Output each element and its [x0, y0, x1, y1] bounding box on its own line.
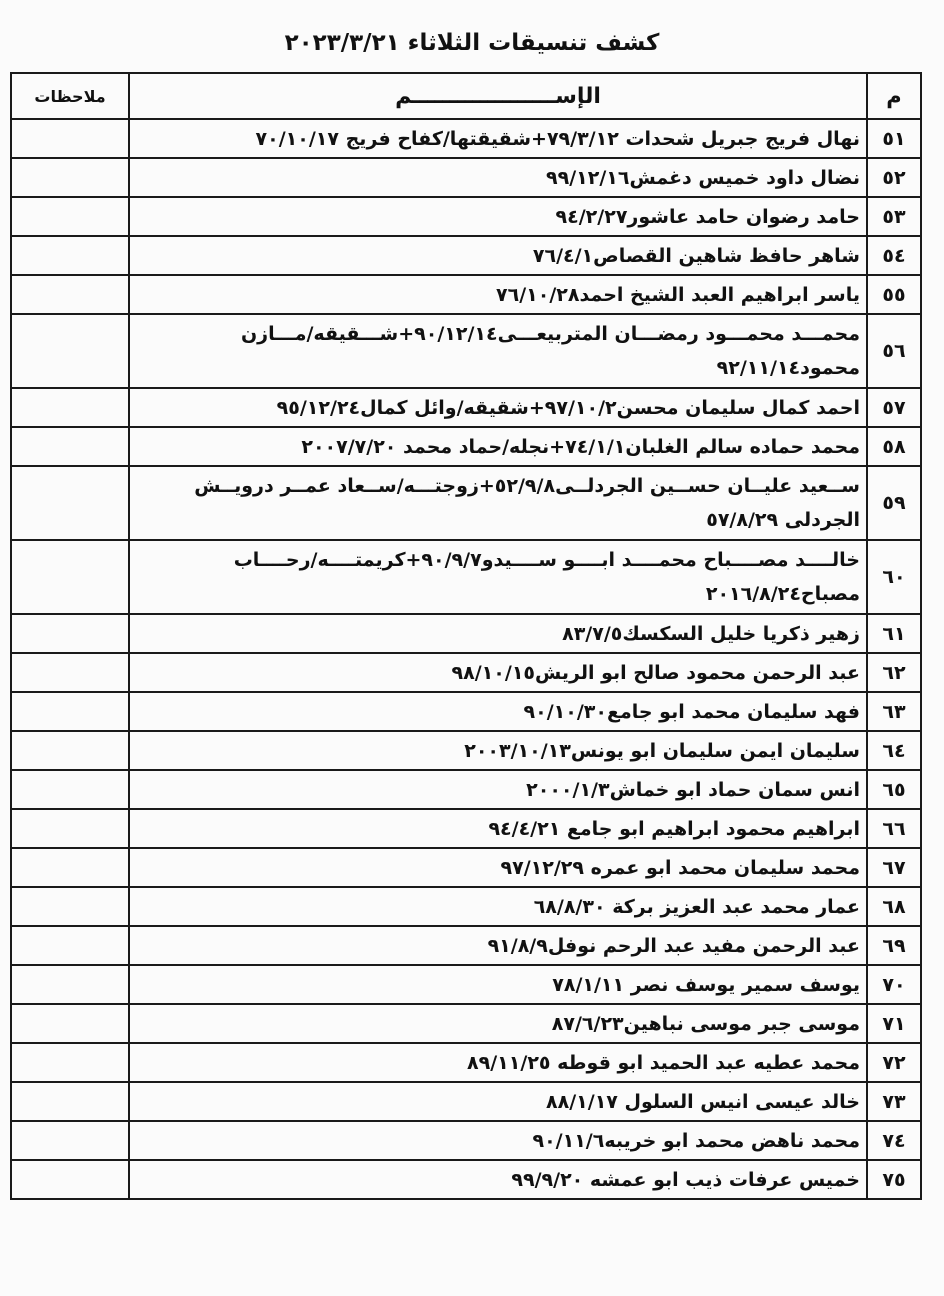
row-notes [11, 926, 129, 965]
row-number: ٦٦ [867, 809, 921, 848]
table-body [11, 119, 921, 1199]
table-row [11, 614, 921, 653]
row-notes [11, 1082, 129, 1121]
row-notes [11, 848, 129, 887]
row-number: ٦٧ [867, 848, 921, 887]
table-row [11, 427, 921, 466]
row-name: محمد حماده سالم الغلبان٧٤/١/١+نجله/حماد محمد ٢٠٠٧/٧/٢٠ [129, 427, 867, 466]
row-name: عمار محمد عبد العزيز بركة ٦٨/٨/٣٠ [129, 887, 867, 926]
table-row [11, 275, 921, 314]
row-number: ٥٥ [867, 275, 921, 314]
row-number: ٧٤ [867, 1121, 921, 1160]
row-name: موسى جبر موسى نباهين٨٧/٦/٢٣ [129, 1004, 867, 1043]
row-notes [11, 1160, 129, 1199]
row-number: ٥٧ [867, 388, 921, 427]
row-notes [11, 731, 129, 770]
row-name: نهال فريج جبريل شحدات ٧٩/٣/١٢+شقيقتها/كفاح فريج ٧٠/١٠/١٧ [129, 119, 867, 158]
table-row [11, 1004, 921, 1043]
header-notes: ملاحظات [11, 73, 129, 119]
row-name: نضال داود خميس دغمش٩٩/١٢/١٦ [129, 158, 867, 197]
row-name: انس سمان حماد ابو خماش٢٠٠٠/١/٣ [129, 770, 867, 809]
row-notes [11, 158, 129, 197]
row-number: ٧٣ [867, 1082, 921, 1121]
row-number: ٥٨ [867, 427, 921, 466]
row-number: ٧٠ [867, 965, 921, 1004]
row-number: ٦٤ [867, 731, 921, 770]
row-notes [11, 540, 129, 614]
row-notes [11, 119, 129, 158]
row-number: ٥٦ [867, 314, 921, 388]
row-number: ٦٥ [867, 770, 921, 809]
row-name: خالــــد مصــــباح محمــــد ابــــو ســــيدو٩٠/٩/٧+كريمتــــه/رحــــاب مصباح٢٠١٦/٨/٢٤ [129, 540, 867, 614]
table-row [11, 388, 921, 427]
table-row [11, 731, 921, 770]
row-notes [11, 314, 129, 388]
table-row [11, 1043, 921, 1082]
row-notes [11, 1004, 129, 1043]
row-number: ٧٢ [867, 1043, 921, 1082]
row-name: شاهر حافظ شاهين القصاص٧٦/٤/١ [129, 236, 867, 275]
table-row [11, 197, 921, 236]
row-notes [11, 1043, 129, 1082]
row-number: ٦١ [867, 614, 921, 653]
row-notes [11, 809, 129, 848]
row-number: ٦٨ [867, 887, 921, 926]
row-notes [11, 692, 129, 731]
row-name: محمد عطيه عبد الحميد ابو قوطه ٨٩/١١/٢٥ [129, 1043, 867, 1082]
table-row [11, 965, 921, 1004]
row-name: محمد سليمان محمد ابو عمره ٩٧/١٢/٢٩ [129, 848, 867, 887]
row-name: احمد كمال سليمان محسن٩٧/١٠/٢+شقيقه/وائل كمال٩٥/١٢/٢٤ [129, 388, 867, 427]
table-row [11, 809, 921, 848]
row-notes [11, 466, 129, 540]
row-number: ٦٣ [867, 692, 921, 731]
table-row [11, 1121, 921, 1160]
row-name: ياسر ابراهيم العبد الشيخ احمد٧٦/١٠/٢٨ [129, 275, 867, 314]
row-number: ٦٢ [867, 653, 921, 692]
row-notes [11, 197, 129, 236]
table-row [11, 540, 921, 614]
row-name: محمـــد محمـــود رمضـــان المتربيعـــى٩٠/١٢/١٤+شـــقيقه/مـــازن محمود٩٢/١١/١٤ [129, 314, 867, 388]
row-number: ٧٥ [867, 1160, 921, 1199]
row-notes [11, 653, 129, 692]
table-row [11, 926, 921, 965]
row-notes [11, 965, 129, 1004]
header-number: م [867, 73, 921, 119]
row-name: يوسف سمير يوسف نصر ٧٨/١/١١ [129, 965, 867, 1004]
row-notes [11, 614, 129, 653]
table-row [11, 692, 921, 731]
names-table [10, 72, 922, 1200]
row-name: ابراهيم محمود ابراهيم ابو جامع ٩٤/٤/٢١ [129, 809, 867, 848]
table-row [11, 466, 921, 540]
table-row [11, 1160, 921, 1199]
table-header-row [11, 73, 921, 119]
table-row [11, 119, 921, 158]
row-name: حامد رضوان حامد عاشور٩٤/٢/٢٧ [129, 197, 867, 236]
row-name: خالد عيسى انيس السلول ٨٨/١/١٧ [129, 1082, 867, 1121]
row-notes [11, 388, 129, 427]
document-title: كشف تنسيقات الثلاثاء ٢٠٢٣/٣/٢١ [284, 30, 660, 56]
row-number: ٦٩ [867, 926, 921, 965]
row-name: عبد الرحمن مفيد عبد الرحم نوفل٩١/٨/٩ [129, 926, 867, 965]
table-row [11, 887, 921, 926]
row-name: خميس عرفات ذيب ابو عمشه ٩٩/٩/٢٠ [129, 1160, 867, 1199]
row-name: ســعيد عليــان حســين الجردلــى٥٢/٩/٨+زوجتـــه/ســعاد عمــر درويــش الجردلى ٥٧/٨/٢٩ [129, 466, 867, 540]
row-notes [11, 887, 129, 926]
header-name: الإســـــــــــــــــــم [129, 73, 867, 119]
row-number: ٦٠ [867, 540, 921, 614]
table-row [11, 770, 921, 809]
row-name: محمد ناهض محمد ابو خريبه٩٠/١١/٦ [129, 1121, 867, 1160]
row-name: زهير ذكريا خليل السكسك٨٣/٧/٥ [129, 614, 867, 653]
table-row [11, 314, 921, 388]
row-number: ٥٢ [867, 158, 921, 197]
row-name: فهد سليمان محمد ابو جامع٩٠/١٠/٣٠ [129, 692, 867, 731]
row-number: ٥١ [867, 119, 921, 158]
table-row [11, 653, 921, 692]
row-number: ٥٩ [867, 466, 921, 540]
row-number: ٥٤ [867, 236, 921, 275]
row-name: سليمان ايمن سليمان ابو يونس٢٠٠٣/١٠/١٣ [129, 731, 867, 770]
row-notes [11, 1121, 129, 1160]
row-notes [11, 275, 129, 314]
row-number: ٧١ [867, 1004, 921, 1043]
row-notes [11, 770, 129, 809]
row-number: ٥٣ [867, 197, 921, 236]
table-row [11, 848, 921, 887]
row-notes [11, 236, 129, 275]
table-row [11, 158, 921, 197]
row-name: عبد الرحمن محمود صالح ابو الريش٩٨/١٠/١٥ [129, 653, 867, 692]
table-row [11, 236, 921, 275]
row-notes [11, 427, 129, 466]
table-row [11, 1082, 921, 1121]
